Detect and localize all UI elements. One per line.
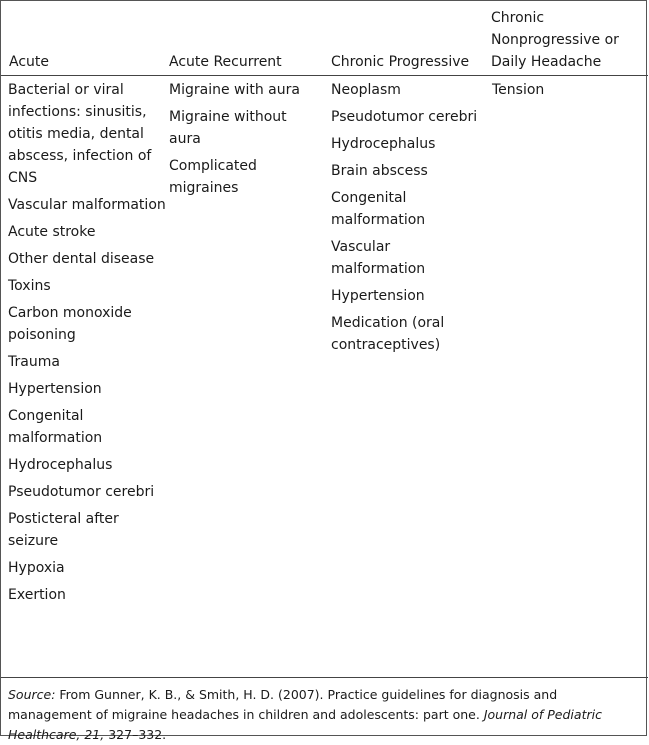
header-chronic-nonprogressive: Chronic Nonprogressive or Daily Headache <box>491 10 619 70</box>
column-acute <box>8 79 168 611</box>
column-chronic-nonprogressive <box>492 79 642 106</box>
table-cell: Migraine without aura <box>169 109 287 147</box>
source-label: Source: <box>8 687 56 702</box>
table-cell: Pseudotumor cerebri <box>8 484 155 500</box>
footer-rule <box>1 677 648 678</box>
column-acute-recurrent <box>169 79 319 204</box>
source-pages: 327–332. <box>108 727 167 742</box>
table-cell: Hypertension <box>8 381 102 397</box>
table-cell: Exertion <box>8 587 66 603</box>
table-cell: Tension <box>492 82 545 98</box>
source-text: From Gunner, K. B., & Smith, H. D. (2007). Practice guidelines for diagnosis and management of migraine headaches in children and adolescents: part one. <box>8 687 558 722</box>
table-cell: Migraine with aura <box>169 82 300 98</box>
table-cell: Other dental disease <box>8 251 155 267</box>
table-cell: Toxins <box>8 278 51 294</box>
table-cell: Medication (oral contraceptives) <box>331 315 445 353</box>
column-chronic-progressive <box>331 79 481 361</box>
table-cell: Bacterial or viral infections: sinusitis, otitis media, dental abscess, infection of CNS <box>8 82 152 186</box>
table-cell: Carbon monoxide poisoning <box>8 305 132 343</box>
table-cell: Acute stroke <box>8 224 96 240</box>
header-acute-recurrent: Acute Recurrent <box>169 54 282 70</box>
table-cell: Hypertension <box>331 288 425 304</box>
source-note <box>8 685 644 745</box>
table-cell: Trauma <box>8 354 60 370</box>
table-cell: Hydrocephalus <box>331 136 436 152</box>
source-journal: Journal of Pediatric Healthcare, 21, <box>8 707 602 742</box>
table-cell: Vascular malformation <box>331 239 426 277</box>
table-cell: Posticteral after seizure <box>8 511 119 549</box>
header-chronic-progressive: Chronic Progressive <box>331 54 470 70</box>
table-cell: Vascular malformation <box>8 197 166 213</box>
table-cell: Congenital malformation <box>8 408 103 446</box>
table-cell: Congenital malformation <box>331 190 426 228</box>
table-cell: Brain abscess <box>331 163 428 179</box>
table-cell: Hydrocephalus <box>8 457 113 473</box>
table-cell: Complicated migraines <box>169 158 257 196</box>
table-cell: Neoplasm <box>331 82 401 98</box>
table-cell: Hypoxia <box>8 560 65 576</box>
header-rule <box>1 75 648 76</box>
table-cell: Pseudotumor cerebri <box>331 109 478 125</box>
header-acute: Acute <box>9 54 50 70</box>
